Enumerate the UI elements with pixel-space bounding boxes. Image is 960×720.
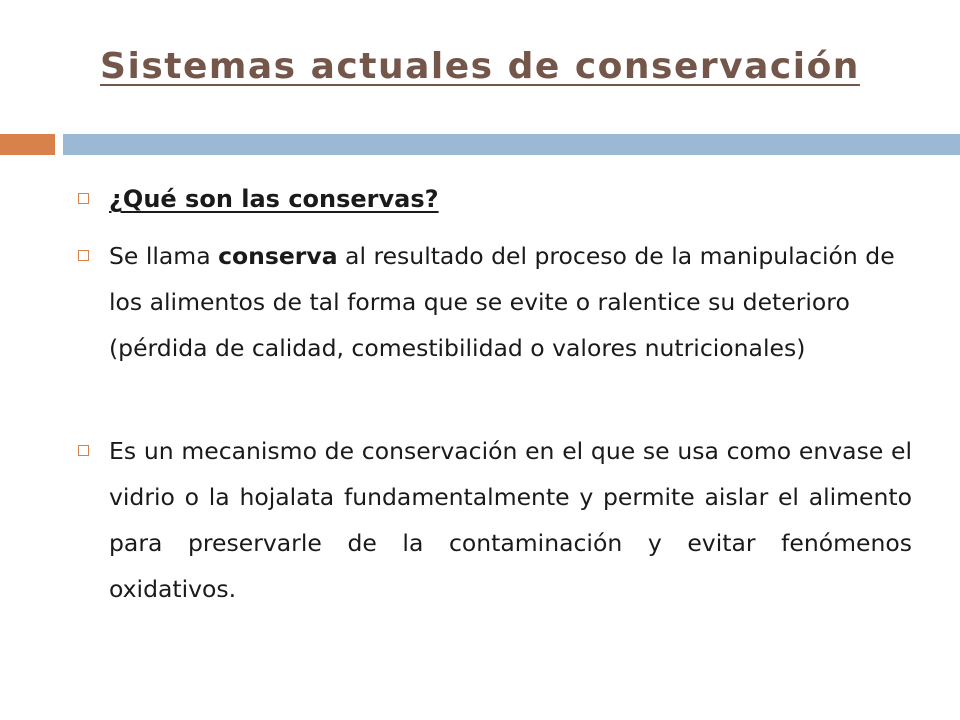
bullet-question (78, 176, 912, 222)
bullet-mechanism (78, 428, 912, 612)
definition-term: conserva (218, 242, 338, 270)
header-accent-bar-orange (0, 134, 55, 155)
definition-lead: Se llama (109, 242, 219, 270)
header-accent-bar-blue (63, 134, 960, 155)
square-bullet-icon (78, 250, 89, 261)
slide-title: Sistemas actuales de conservación (100, 46, 860, 87)
bullet-definition-text (109, 233, 912, 371)
bullet-question-text: ¿Qué son las conservas? (109, 185, 439, 213)
bullet-definition (78, 233, 912, 371)
square-bullet-icon (78, 193, 89, 204)
bullet-mechanism-text: Es un mecanismo de conservación en el que se usa como envase el vidrio o la hojalata fundamentalmente y permite aislar el alimento para preservarle de la contaminación y evitar fenómenos oxidativos. (109, 437, 912, 603)
definition-rest: al resultado del proceso de la manipulación de los alimentos de tal forma que se evite o ralentice su deterioro (pérdida de calidad, comestibilidad o valores nutricionales) (109, 242, 895, 362)
square-bullet-icon (78, 445, 89, 456)
